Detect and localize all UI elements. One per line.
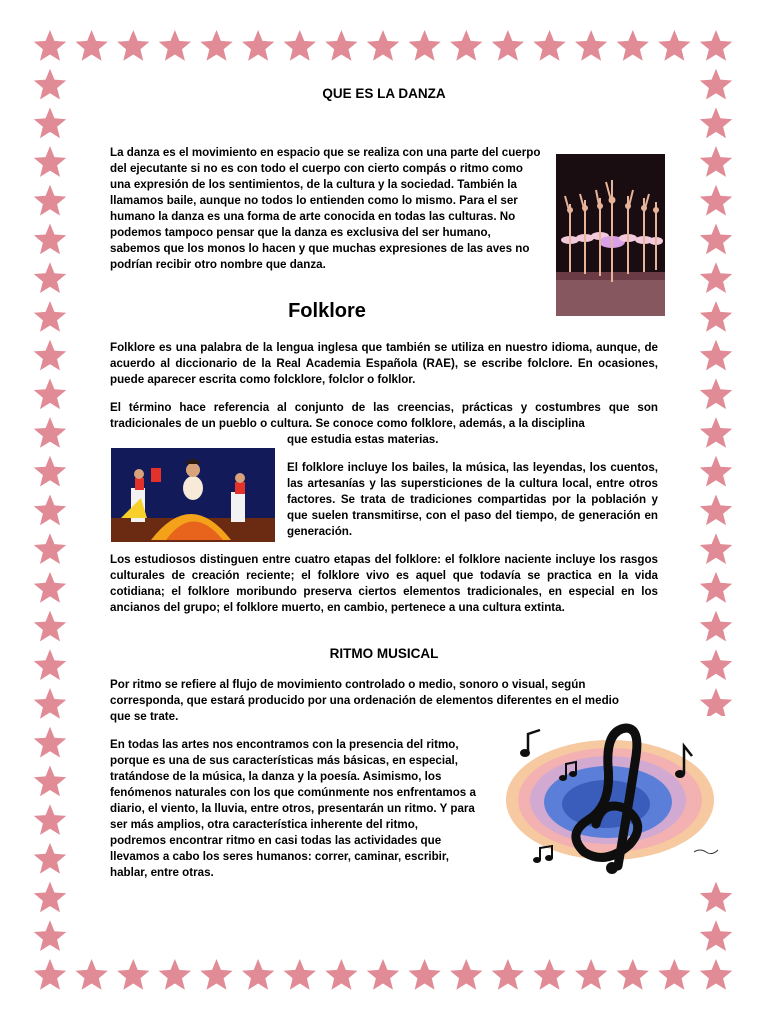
- star-icon: [34, 456, 66, 487]
- paragraph-folklore-3: El folklore incluye los bailes, la música, las leyendas, los cuentos, las artesanías y las supersticiones de la cultura local, entre otros factores. Se trata de tradiciones compartidas por la población y que suelen transmitirse, con el paso del tiempo, de generación en generación.: [287, 461, 658, 538]
- star-icon: [700, 572, 732, 603]
- star-icon: [700, 224, 732, 255]
- star-icon: [284, 959, 316, 990]
- star-icon: [658, 30, 690, 61]
- title-folklore: Folklore: [288, 300, 366, 322]
- paragraph-danza: La danza es el movimiento en espacio que se realiza con una parte del cuerpo del ejecutante si no es con todo el cuerpo con cierto compás o ritmo como una expresión de los sentimientos, de la cultura y la sociedad. También la llamamos baile, aunque no todos lo entienden como lo mismo. Para el ser humano la danza es una forma de arte conocida en todas las culturas. No podemos tampoco pensar que la danza es exclusiva del ser humano, sabemos que los monos lo hacen y que muchas expresiones de las aves no podrían recibir otro nombre que danza.: [110, 146, 541, 271]
- star-icon: [700, 262, 732, 293]
- star-icon: [117, 30, 149, 61]
- star-icon: [34, 69, 66, 100]
- star-icon: [34, 146, 66, 177]
- star-icon: [700, 69, 732, 100]
- star-icon: [34, 688, 66, 719]
- star-icon: [34, 301, 66, 332]
- star-icon: [700, 378, 732, 409]
- star-icon: [700, 959, 732, 990]
- paragraph-ritmo-2: En todas las artes nos encontramos con la presencia del ritmo, porque es una de sus características más básicas, en especial, tratándose de la música, la danza y la poesía. Asimismo, los fenómenos naturales con los que comúnmente nos enfrentamos a diario, el viento, la lluvia, entre otros, presentarán un ritmo. Y para ser más amplios, otra característica inherente del ritmo, podremos encontrar ritmo en casi todas las actividades que llevamos a cabo los seres humanos: correr, caminar, escribir, hablar, entre otras.: [110, 738, 476, 879]
- star-icon: [533, 30, 565, 61]
- ballet-dancers-photo: [556, 154, 665, 316]
- star-icon: [575, 959, 607, 990]
- star-icon: [34, 185, 66, 216]
- star-icon: [76, 959, 108, 990]
- star-icon: [367, 30, 399, 61]
- star-icon: [700, 495, 732, 526]
- title-danza: QUE ES LA DANZA: [322, 86, 446, 101]
- star-icon: [34, 262, 66, 293]
- paragraph-folklore-1: Folklore es una palabra de la lengua inglesa que también se utiliza en nuestro idioma, aunque, de acuerdo al diccionario de la Real Academia Española (RAE), se escribe folclore. En ocasiones, puede aparecer escrita como folcklore, folclor o folklor.: [110, 341, 658, 386]
- star-icon: [34, 920, 66, 951]
- star-icon: [700, 185, 732, 216]
- title-ritmo: RITMO MUSICAL: [329, 646, 439, 661]
- star-icon: [409, 30, 441, 61]
- star-icon: [367, 959, 399, 990]
- star-icon: [700, 611, 732, 642]
- paragraph-folklore-2b: que estudia estas materias.: [287, 433, 439, 446]
- star-icon: [700, 146, 732, 177]
- star-icon: [700, 30, 732, 61]
- star-icon: [34, 30, 66, 61]
- star-icon: [34, 495, 66, 526]
- star-icon: [34, 417, 66, 448]
- star-icon: [242, 30, 274, 61]
- star-icon: [34, 107, 66, 138]
- star-icon: [34, 882, 66, 913]
- paragraph-ritmo-1: Por ritmo se refiere al flujo de movimiento controlado o medio, sonoro o visual, según corresponda, que estará producido por una ordenación de elementos diferentes en el medio que se trate.: [110, 678, 619, 723]
- star-icon: [34, 224, 66, 255]
- star-icon: [533, 959, 565, 990]
- star-icon: [700, 456, 732, 487]
- star-icon: [617, 959, 649, 990]
- star-icon: [575, 30, 607, 61]
- star-icon: [700, 882, 732, 913]
- star-icon: [700, 417, 732, 448]
- star-icon: [700, 688, 732, 719]
- star-icon: [700, 920, 732, 951]
- folklore-dancers-photo: [111, 448, 275, 542]
- star-icon: [200, 959, 232, 990]
- star-icon: [34, 727, 66, 758]
- paragraph-folklore-4: Los estudiosos distinguen entre cuatro etapas del folklore: el folklore naciente incluye los rasgos culturales de creación reciente; el folklore vivo es aquel que todavía se practica en la vida cotidiana; el folklore moribundo preserva ciertos elementos tradicionales, en especial en los ancianos del grupo; el folklore muerto, en cambio, pertenece a una cultura extinta.: [110, 553, 658, 614]
- star-icon: [700, 107, 732, 138]
- star-icon: [34, 572, 66, 603]
- star-icon: [242, 959, 274, 990]
- star-icon: [700, 301, 732, 332]
- star-icon: [159, 959, 191, 990]
- star-icon: [34, 843, 66, 874]
- star-icon: [34, 533, 66, 564]
- star-icon: [117, 959, 149, 990]
- star-icon: [700, 340, 732, 371]
- star-icon: [34, 959, 66, 990]
- star-icon: [200, 30, 232, 61]
- star-icon: [658, 959, 690, 990]
- star-icon: [34, 766, 66, 797]
- star-icon: [492, 30, 524, 61]
- star-icon: [492, 959, 524, 990]
- star-icon: [159, 30, 191, 61]
- star-icon: [617, 30, 649, 61]
- star-icon: [34, 649, 66, 680]
- star-icon: [34, 611, 66, 642]
- star-icon: [700, 533, 732, 564]
- star-icon: [284, 30, 316, 61]
- paragraph-folklore-2: El término hace referencia al conjunto de las creencias, prácticas y costumbres que son tradicionales de un pueblo o cultura. Se conoce como folklore, además, a la disciplina: [110, 401, 658, 430]
- star-icon: [325, 30, 357, 61]
- star-icon: [34, 340, 66, 371]
- treble-clef-artwork: [488, 716, 741, 878]
- star-icon: [34, 804, 66, 835]
- star-icon: [450, 959, 482, 990]
- star-icon: [409, 959, 441, 990]
- star-icon: [325, 959, 357, 990]
- star-icon: [700, 649, 732, 680]
- star-icon: [34, 378, 66, 409]
- star-icon: [450, 30, 482, 61]
- star-icon: [76, 30, 108, 61]
